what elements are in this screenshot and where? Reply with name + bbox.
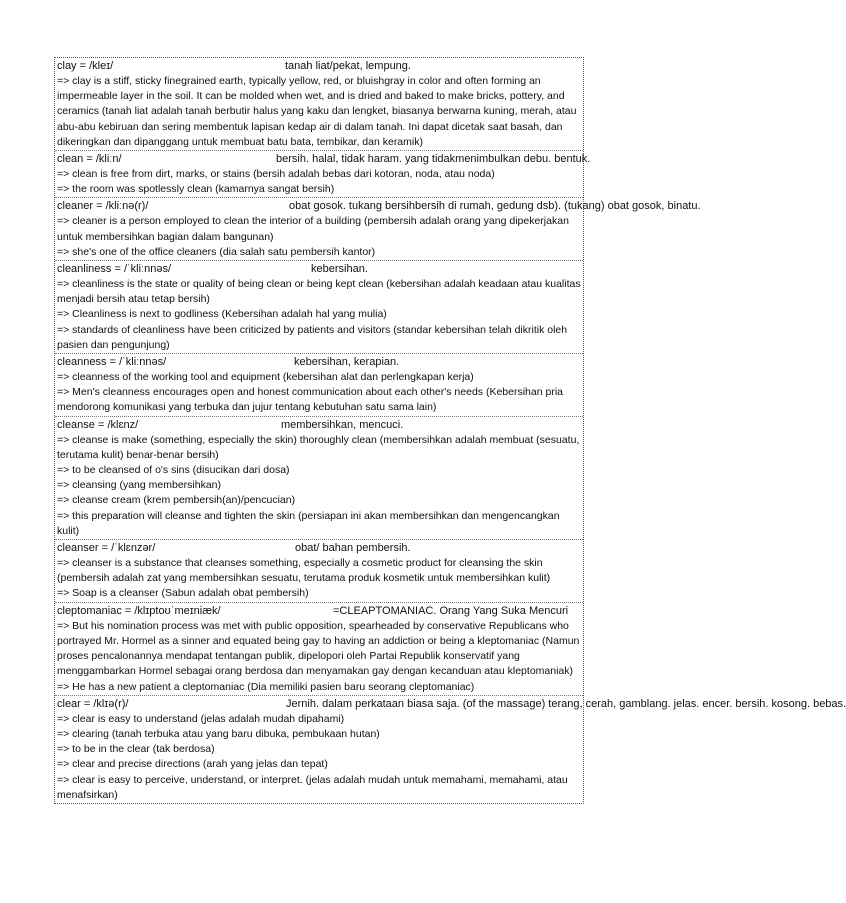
- entry-clay: [55, 58, 583, 150]
- entry-cleanse: [55, 416, 583, 539]
- example-line: => Cleanliness is next to godliness (Kebersihan adalah hal yang mulia): [57, 308, 387, 321]
- entry-cleaner: [55, 197, 701, 260]
- example-line: => cleanser is a substance that cleanses something, especially a cosmetic product for cleansing the skin (pembersih adalah zat yang membersihkan sesuatu, terutama produk kosmetik untuk membersihkan kulit): [57, 557, 551, 585]
- dictionary-table: [54, 57, 846, 804]
- example-line: => cleaner is a person employed to clean the interior of a building (pembersih adalah orang yang dipekerjakan untuk membersihkan bagian dalam bangunan): [57, 215, 569, 243]
- entry-term: clay = /kleɪ/: [57, 60, 114, 72]
- example-line: => clay is a stiff, sticky finegrained earth, typically yellow, red, or bluishgray in color and often forming an impermeable layer in the soil. It can be molded when wet, and is dried and baked to make bricks, pottery, and ceramics (tanah liat adalah tanah berbutir halus yang kaku dan lengket, biasanya berwarna kuning, merah, atau abu-abu kebiruan dan sering membentuk lapisan kedap air di dalam tanah. Ini dapat dicetak saat basah, dan dikeringkan dan dipanggang untuk membuat batu bata, tembikar, dan keramik): [57, 75, 577, 148]
- entry-translation: Jernih. dalam perkataan biasa saja. (of the massage) terang, cerah, gamblang. jelas. encer. bersih. kosong. bebas.: [286, 697, 846, 710]
- entry-translation: obat/ bahan pembersih.: [295, 542, 411, 555]
- entry-translation: membersihkan, mencuci.: [281, 418, 404, 431]
- entry-cleanliness: [55, 260, 583, 353]
- entry-cleptomaniac: [55, 602, 583, 695]
- example-line: => cleansing (yang membersihkan): [57, 479, 222, 492]
- example-line: => the room was spotlessly clean (kamarnya sangat bersih): [57, 183, 335, 196]
- example-line: => clear is easy to understand (jelas adalah mudah dipahami): [57, 712, 345, 725]
- entry-term: cleaner = /kliːnə(r)/: [57, 200, 149, 213]
- entry-term: cleanser = /ˈklɛnzər/: [57, 542, 156, 555]
- example-line: => clear is easy to perceive, understand, or interpret. (jelas adalah mudah untuk memahami, memahami, atau menafsirkan): [57, 773, 568, 801]
- entry-clean: [55, 150, 591, 197]
- entry-term: cleanse = /klɛnz/: [57, 418, 139, 431]
- entry-cleanser: [55, 539, 583, 602]
- entry-cleanness: [55, 353, 583, 416]
- entry-term: clear = /klɪə(r)/: [57, 697, 129, 710]
- example-line: => to be cleansed of o's sins (disucikan dari dosa): [57, 464, 290, 477]
- example-line: => He has a new patient a cleptomaniac (Dia memiliki pasien baru seorang cleptomaniac): [57, 680, 475, 693]
- example-line: => clear and precise directions (arah yang jelas dan tepat): [57, 758, 328, 771]
- example-line: => cleanness of the working tool and equipment (kebersihan alat dan perlengkapan kerja): [57, 371, 474, 384]
- example-line: => Soap is a cleanser (Sabun adalah obat pembersih): [57, 587, 309, 600]
- entry-term: cleanliness = /ˈkliːnnəs/: [57, 263, 172, 276]
- example-line: => to be in the clear (tak berdosa): [57, 743, 215, 756]
- entry-translation: obat gosok. tukang bersihbersih di rumah, gedung dsb). (tukang) obat gosok, binatu.: [289, 200, 701, 213]
- example-line: => cleanliness is the state or quality of being clean or being kept clean (kebersihan adalah keadaan atau kualitas menjadi bersih atau tetap bersih): [57, 278, 581, 306]
- entry-term: clean = /kliːn/: [57, 153, 122, 166]
- example-line: => standards of cleanliness have been criticized by patients and visitors (standar kebersihan telah dikritik oleh pasien dan pengunjung): [57, 323, 568, 351]
- example-line: => cleanse is make (something, especially the skin) thoroughly clean (membersihkan adalah membuat (sesuatu, terutama kulit) benar-benar bersih): [57, 433, 580, 461]
- example-line: => clean is free from dirt, marks, or stains (bersih adalah bebas dari kotoran, noda, atau noda): [57, 168, 495, 181]
- example-line: => Men's cleanness encourages open and honest communication about each other's needs (Kebersihan pria mendorong komunikasi yang terbuka dan jujur tentang kebutuhan satu sama lain): [57, 386, 564, 414]
- entry-translation: tanah liat/pekat, lempung.: [285, 60, 411, 72]
- example-line: => this preparation will cleanse and tighten the skin (persiapan ini akan membersihkan dan mengencangkan kulit): [57, 509, 560, 537]
- entry-translation: kebersihan.: [311, 263, 368, 276]
- entry-translation: bersih. halal, tidak haram. yang tidakmenimbulkan debu. bentuk.: [276, 153, 591, 166]
- example-line: => cleanse cream (krem pembersih(an)/pencucian): [57, 494, 296, 507]
- entry-translation: =CLEAPTOMANIAC. Orang Yang Suka Mencuri: [333, 604, 569, 617]
- entry-translation: kebersihan, kerapian.: [294, 356, 400, 369]
- example-line: => clearing (tanah terbuka atau yang baru dibuka, pembukaan hutan): [57, 727, 380, 740]
- entry-term: cleanness = /ˈkliːnnəs/: [57, 356, 167, 369]
- entry-term: cleptomaniac = /klɪptoʊˈmeɪniæk/: [57, 604, 221, 617]
- entry-clear: [55, 695, 846, 803]
- example-line: => But his nomination process was met with public opposition, spearheaded by conservative Republicans who portrayed Mr. Hormel as a sinner and equated being gay to having an addiction or being a kleptomaniac (Namun proses pencalonannya mendapat tentangan publik, dipelopori oleh Partai Republik konservatif yang menggambarkan Hormel sebagai orang berdosa dan menyamakan gay dengan kecanduan atau kleptomaniak): [57, 619, 580, 678]
- example-line: => she's one of the office cleaners (dia salah satu pembersih kantor): [57, 245, 376, 258]
